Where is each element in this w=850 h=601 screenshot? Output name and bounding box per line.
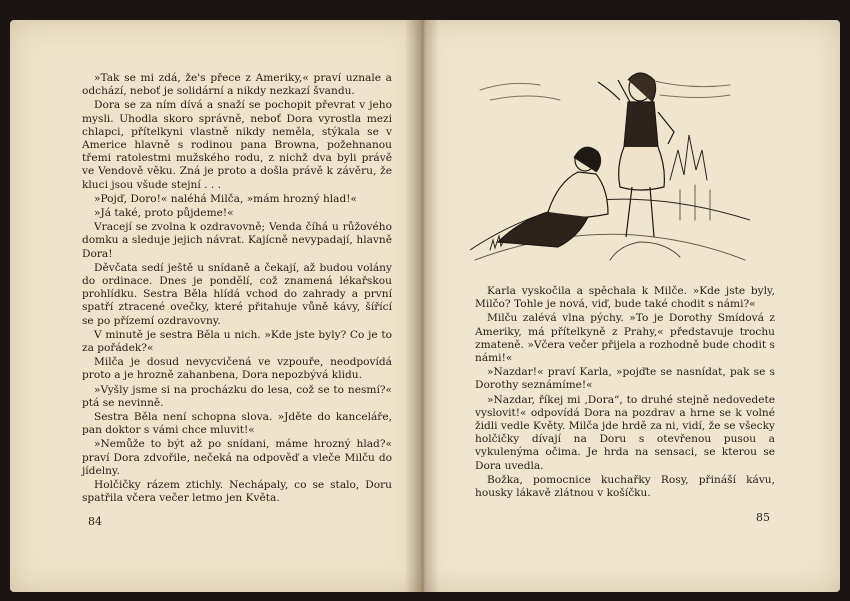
paragraph: »Pojď, Doro!« naléhá Milča, »mám hrozný hlad!« (94, 192, 358, 205)
paragraph: »Nazdar, říkej mi ‚Dora“, to druhé stejně nedovedete vyslovit!« odpovídá Dora na pozdrav a hrne se k volné židli vedle Květy. Milča jde hrdě za ni, vidí, že se všecky holčičky dívají na Doru s otevřenou pusou a vykulenýma očima. Je hrda na sensaci, se kterou se Dora uvedla. (475, 393, 775, 472)
illustration-girls-on-hill (470, 60, 750, 280)
right-page-text (475, 285, 775, 501)
paragraph: Děvčata sedí ještě u snídaně a čekají, až budou volány do ordinace. Dnes je pondělí, což znamená lékařskou prohlídku. Sestra Běla hlídá vchod do zahrady a první spatří ztracené ovečky, které přitahuje vůně kávy, šířící se po přízemí ozdravovny. (82, 261, 392, 327)
paragraph: Holčičky rázem ztichly. Nechápaly, co se stalo, Doru spatřila včera večer letmo jen Květa. (82, 479, 392, 505)
paragraph: Milču zalévá vlna pýchy. »To je Dorothy Smídová z Ameriky, má přítelkyně z Prahy,« představuje trochu zmateně. »Včera večer přijela a rozhodně bude chodit s námi!« (475, 312, 775, 365)
paragraph: Božka, pomocnice kuchařky Rosy, přináší kávu, housky lákavě zlátnou v košíčku. (475, 473, 775, 500)
page-number-left: 84 (88, 515, 102, 528)
paragraph: Sestra Běla není schopna slova. »Jděte do kanceláře, pan doktor s vámi chce mluvit!« (82, 411, 392, 437)
paragraph: V minutě je sestra Běla u nich. »Kde jste byly? Co je to za pořádek?« (82, 328, 392, 355)
paragraph: Vracejí se zvolna k ozdravovně; Venda číhá u růžového domku a sleduje jejich návrat. Kajícně nevypadají, hlavně Dora! (82, 221, 392, 260)
left-page-text (82, 72, 392, 507)
paragraph: »Nemůže to být až po snídani, máme hrozný hlad?« praví Dora zdvořile, nečeká na odpověď a vleče Milču do jídelny. (82, 438, 392, 477)
paragraph: »Já také, proto půjdeme!« (94, 207, 234, 220)
paragraph: Milča je dosud nevycvičená ve vzpouře, neodpovídá proto a je hrozně zahanbena, Dora nepozbývá klidu. (82, 356, 392, 382)
paragraph: »Tak se mi zdá, že's přece z Ameriky,« praví uznale a odchází, neboť je solidární a nikdy nezkazí švandu. (82, 72, 392, 98)
paragraph: »Nazdar!« praví Karla, »pojďte se nasnídat, pak se s Dorothy seznámíme!« (475, 366, 775, 392)
page-number-right: 85 (756, 511, 770, 524)
left-page (10, 20, 420, 592)
paragraph: Dora se za ním dívá a snaží se pochopit převrat v jeho mysli. Uhodla skoro správně, neboť Dora vyrostla mezi chlapci, přítelkyni vlastně nikdy neměla, stýkala se v Americe hlavně s rodinou pana Browna, požehnanou třemi ratolestmi mužského rodu, z nichž dva byli právě ve Vendově věku. Zná je proto a došla právě k závěru, že kluci jsou všude stejní . . . (82, 99, 392, 191)
book-gutter (405, 20, 439, 592)
paragraph: Karla vyskočila a spěchala k Milče. »Kde jste byly, Milčo? Tohle je nová, viď, bude také chodit s námi?« (475, 285, 775, 311)
paragraph: »Vyšly jsme si na procházku do lesa, což se to nesmí?« ptá se nevinně. (82, 383, 392, 409)
